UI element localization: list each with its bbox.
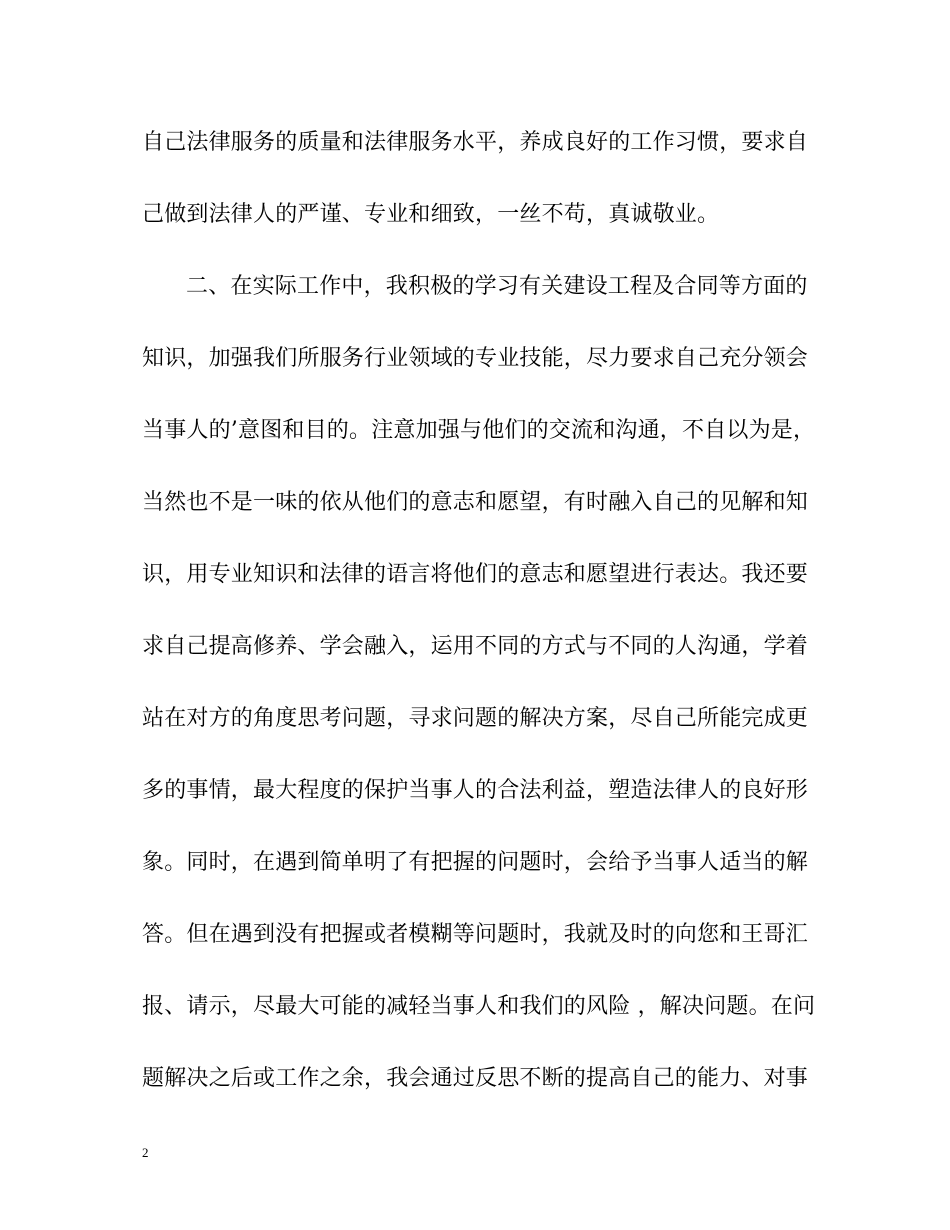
- text-line: 象。同时，在遇到简单明了有把握的问题时，会给予当事人适当的解: [142, 850, 809, 875]
- text-line: 自己法律服务的质量和法律服务水平，养成良好的工作习惯，要求自: [142, 130, 809, 155]
- text-line: 答。但在遇到没有把握或者模糊等问题时，我就及时的向您和王哥汇: [142, 922, 809, 947]
- text-line: 题解决之后或工作之余，我会通过反思不断的提高自己的能力、对事: [142, 1066, 809, 1091]
- text-line: 当事人的’意图和目的。注意加强与他们的交流和沟通，不自以为是，: [142, 418, 816, 443]
- text-line: 站在对方的角度思考问题，寻求问题的解决方案，尽自己所能完成更: [142, 706, 809, 731]
- page-number: 2: [142, 1145, 149, 1160]
- text-line: 知识，加强我们所服务行业领域的专业技能，尽力要求自己充分领会: [142, 346, 809, 371]
- paragraph-first-line: 二、在实际工作中，我积极的学习有关建设工程及合同等方面的: [186, 274, 808, 299]
- text-line: 当然也不是一味的依从他们的意志和愿望，有时融入自己的见解和知: [142, 490, 809, 515]
- text-line: 求自己提高修养、学会融入，运用不同的方式与不同的人沟通，学着: [142, 634, 809, 659]
- text-line: 己做到法律人的严谨、专业和细致，一丝不苟，真诚敬业。: [142, 202, 720, 227]
- text-line: 多的事情，最大程度的保护当事人的合法利益，塑造法律人的良好形: [142, 778, 809, 803]
- text-line: 识，用专业知识和法律的语言将他们的意志和愿望进行表达。我还要: [142, 562, 809, 587]
- text-line: 报、请示，尽最大可能的减轻当事人和我们的风险 ，解决问题。在问: [142, 994, 816, 1019]
